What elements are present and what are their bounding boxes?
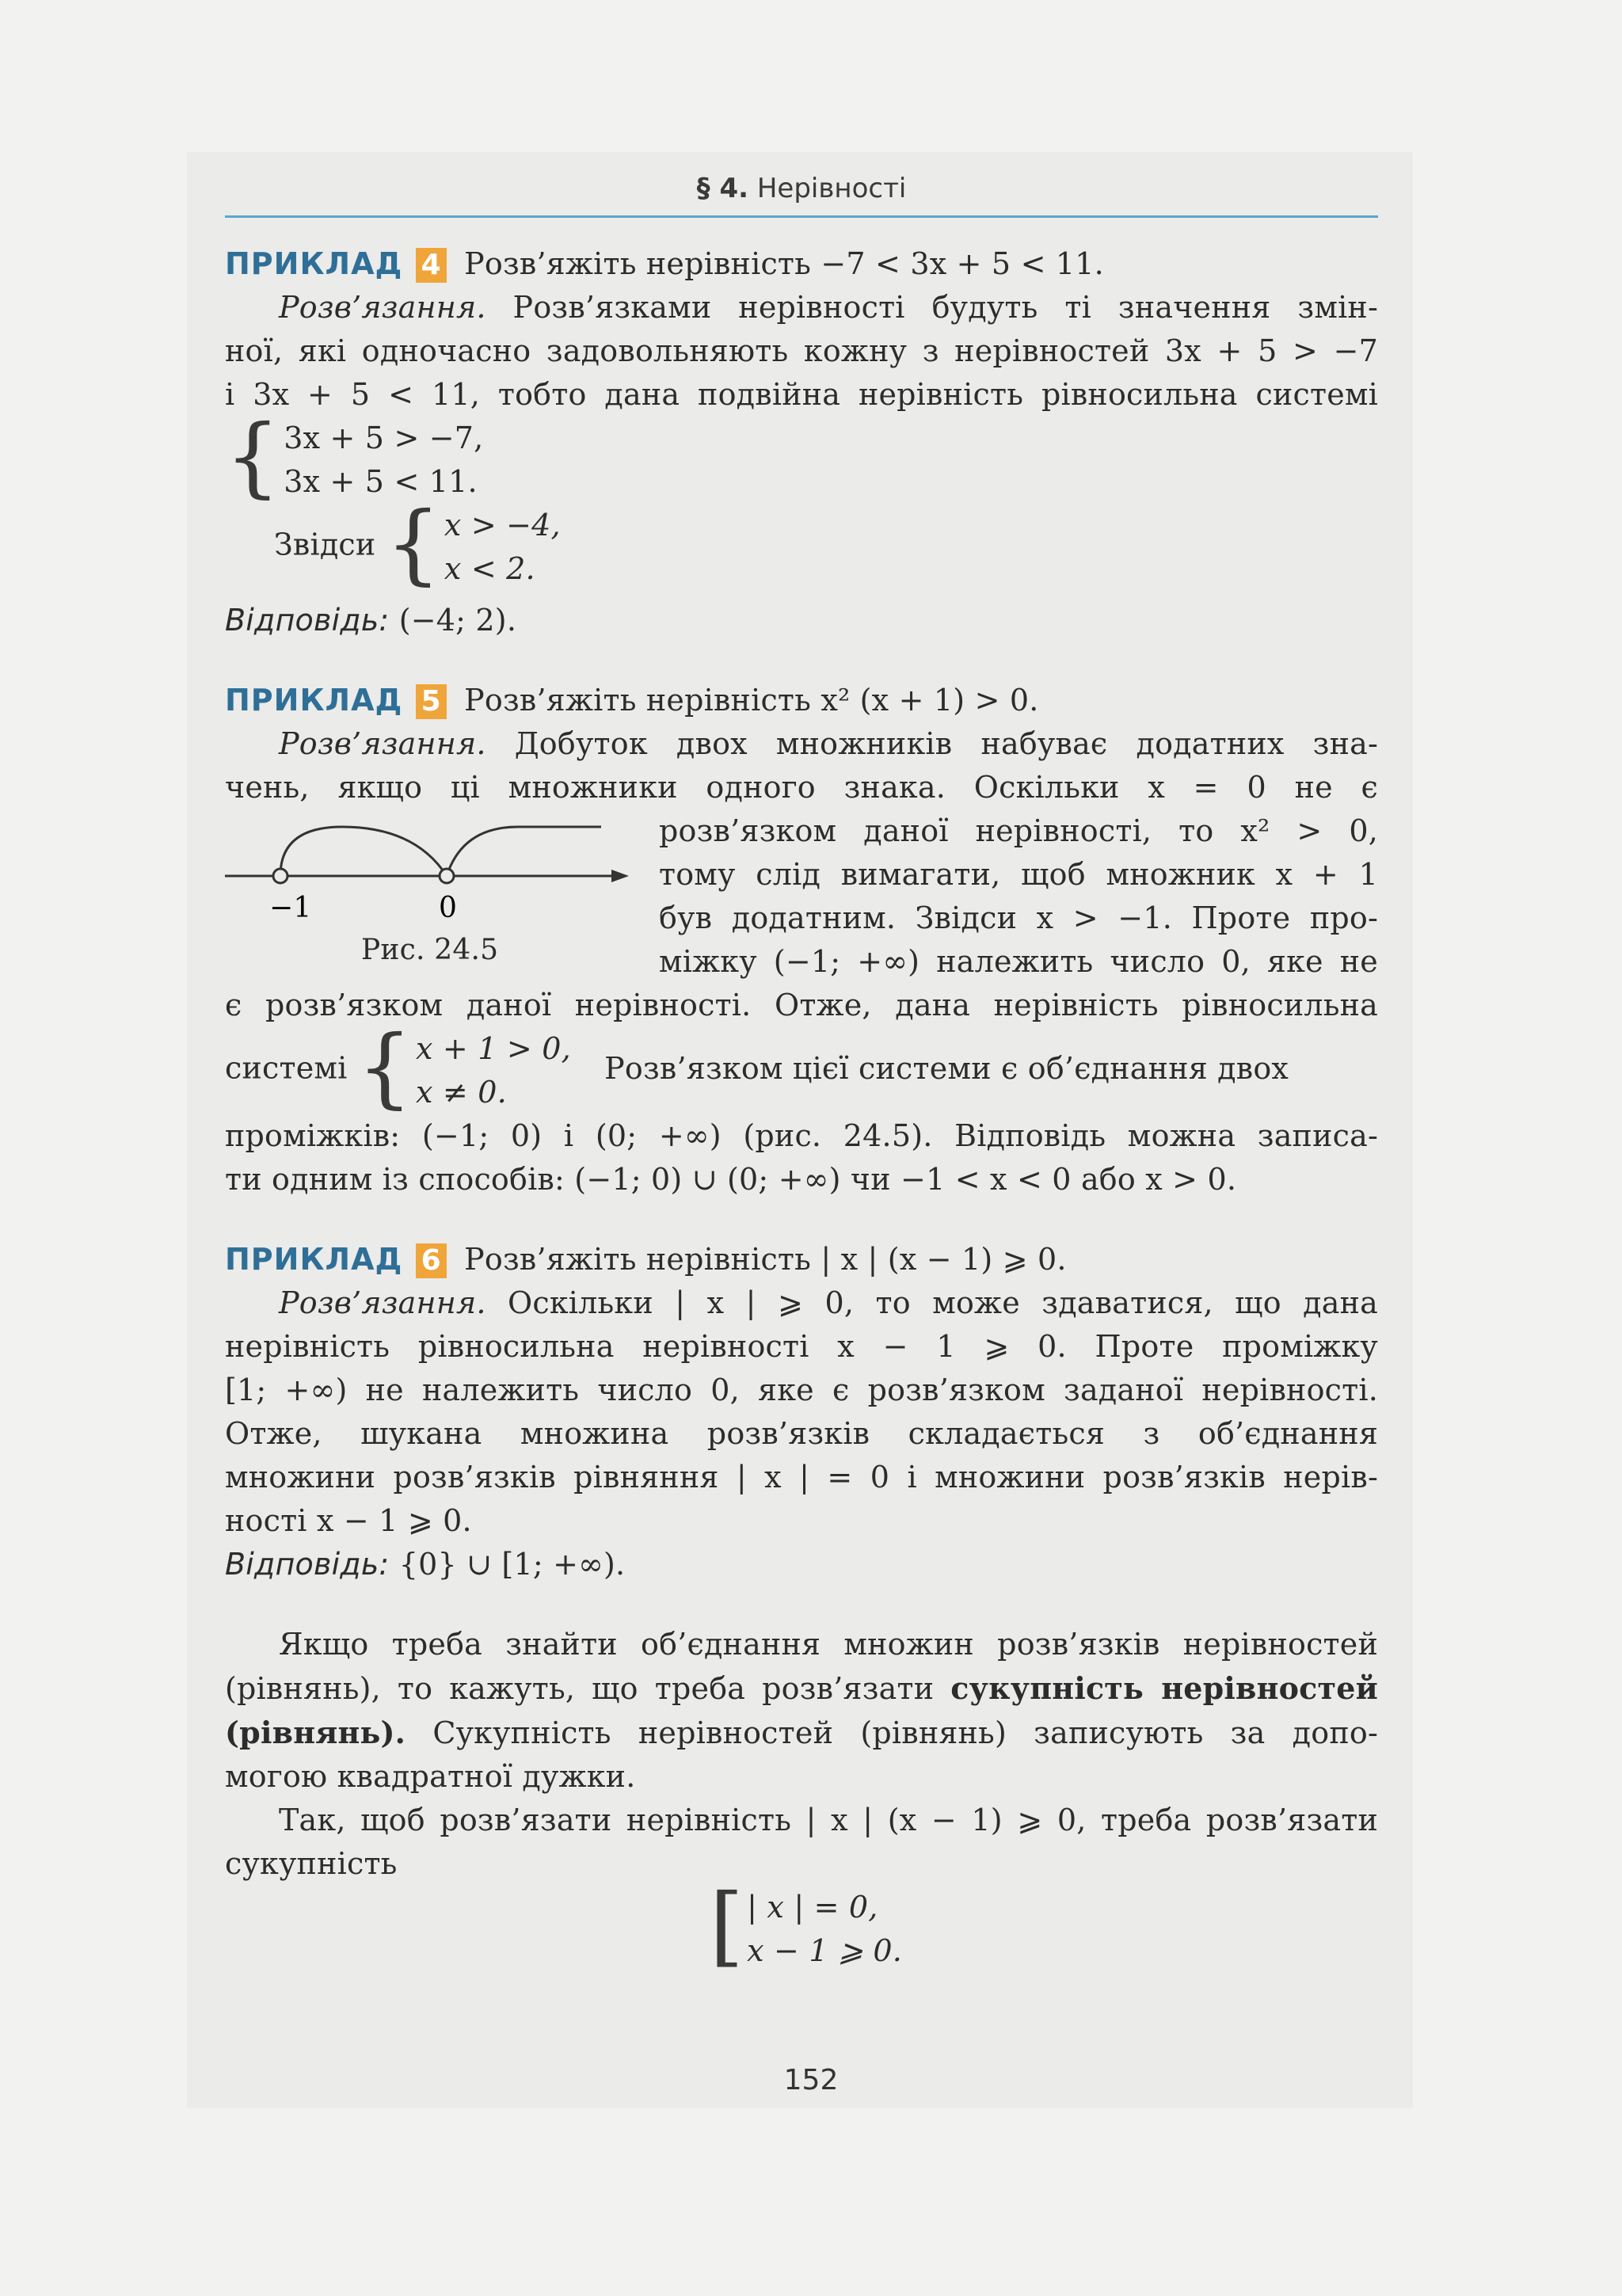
square-bracket: [ (710, 1875, 744, 1976)
solution-word: Розв’язання. (279, 1285, 486, 1320)
text-line: Так, щоб розв’язати нерівність | x | (x − 1) ⩾ 0, треба розв’язати (279, 1803, 1378, 1837)
text-line: могою квадратної дужки. (225, 1759, 636, 1794)
text-line: ності x − 1 ⩾ 0. (225, 1503, 472, 1538)
system-2 (225, 493, 1378, 599)
open-point (440, 869, 454, 883)
interval-arc (280, 827, 447, 876)
text-span: Сукупність нерівностей (рівнянь) записують за допо- (432, 1715, 1379, 1750)
figure-24-5 (225, 809, 637, 966)
system-row: x + 1 > 0, (415, 1031, 571, 1066)
answer-word: Відповідь: (225, 1547, 390, 1582)
spacer (225, 1586, 1378, 1623)
example-5 (225, 679, 1378, 1201)
text-line (225, 1281, 1378, 1325)
curly-brace: { (225, 406, 281, 507)
text-span: Оскільки | x | ⩾ 0, то може здаватися, що дана (508, 1285, 1378, 1320)
text-line (225, 1666, 1378, 1711)
example-4-heading (225, 242, 1378, 286)
text-line: тому слід вимагати, щоб множник x + 1 (659, 857, 1378, 892)
term-bold: сукупність нерівностей (950, 1670, 1378, 1706)
example-label: ПРИКЛАД (225, 1242, 403, 1277)
term-bold: (рівнянь). (225, 1715, 406, 1750)
text-line: розв’язком даної нерівності, то x² > 0, (659, 813, 1378, 848)
text-line: нерівність рівносильна нерівності x − 1 ⩾ 0. Проте проміжку (225, 1329, 1378, 1364)
text-line: [1; +∞) не належить число 0, яке є розв’язком заданої нерівності. (225, 1373, 1378, 1407)
system-row: x > −4, (444, 508, 561, 543)
text-line: і 3x + 5 < 11, тобто дана подвійна нерівність рівносильна системі (225, 377, 1378, 412)
text-line: міжку (−1; +∞) належить число 0, яке не (659, 944, 1378, 979)
system-1 (225, 406, 1378, 507)
running-header (225, 166, 1378, 218)
text-line: сукупність (225, 1846, 398, 1881)
text-line (225, 722, 1378, 766)
example-number-badge: 5 (416, 684, 447, 719)
system-block (385, 493, 561, 594)
system-rows (416, 1027, 571, 1114)
example-6-heading (225, 1238, 1378, 1281)
text-line: є розв’язком даної нерівності. Отже, дана нерівність рівносильна (225, 988, 1378, 1022)
page-content (225, 242, 1378, 1981)
example-label: ПРИКЛАД (225, 246, 403, 281)
system-rows (444, 504, 561, 591)
example-task: Розв’яжіть нерівність x² (x + 1) > 0. (464, 683, 1039, 718)
answer-value: {0} ∪ [1; +∞). (398, 1547, 626, 1582)
text-line: чень, якщо ці множники одного знака. Оскільки x = 0 не є (225, 770, 1378, 805)
spacer (225, 642, 1378, 679)
text-line: Якщо треба знайти об’єднання множин розв’язків нерівностей (279, 1627, 1378, 1662)
system-3 (225, 1016, 1378, 1118)
interval-arc (447, 827, 601, 876)
example-number-badge: 4 (416, 248, 447, 283)
figure-wrap-block (225, 809, 1378, 984)
system-block (225, 406, 484, 507)
system-row: x < 2. (444, 551, 535, 586)
answer-value: (−4; 2). (398, 603, 517, 638)
system-block (710, 1875, 902, 1976)
text-line (225, 1711, 1378, 1755)
union-row: x − 1 ⩾ 0. (747, 1933, 902, 1968)
text-line (225, 286, 1378, 329)
union-row: | x | = 0, (747, 1890, 878, 1925)
solution-word: Розв’язання. (279, 726, 486, 761)
curly-brace: { (356, 1016, 413, 1118)
text-span: Розв’язком цієї системи є об’єднання двох (604, 1050, 1289, 1086)
example-task: Розв’яжіть нерівність −7 < 3x + 5 < 11. (464, 246, 1104, 281)
text-span: Добуток двох множників набуває додатних зна- (514, 726, 1378, 761)
text-line: ти одним із способів: (−1; 0) ∪ (0; +∞) чи −1 < x < 0 або x > 0. (225, 1162, 1237, 1197)
text-line: Отже, шукана множина розв’язків складається з об’єднання (225, 1416, 1378, 1451)
example-task: Розв’яжіть нерівність | x | (x − 1) ⩾ 0. (464, 1242, 1067, 1277)
text-span: (рівнянь), то кажуть, що треба розв’язати (225, 1671, 935, 1706)
example-label: ПРИКЛАД (225, 683, 403, 718)
figure-caption: Рис. 24.5 (361, 934, 499, 966)
text-line: проміжків: (−1; 0) і (0; +∞) (рис. 24.5). Відповідь можна записа- (225, 1118, 1378, 1153)
system-word: системі (225, 1050, 348, 1086)
open-point (273, 869, 287, 883)
example-5-heading (225, 679, 1378, 722)
spacer (225, 1201, 1378, 1238)
union-block (225, 1875, 1378, 1981)
example-number-badge: 6 (416, 1243, 447, 1278)
hence-word: Звідси (274, 527, 376, 562)
text-line: ної, які одночасно задовольняють кожну з нерівностей 3x + 5 > −7 (225, 333, 1378, 368)
system-row: 3x + 5 < 11. (284, 464, 478, 499)
text-span: Розв’язками нерівності будуть ті значення змін- (512, 290, 1378, 325)
example-6 (225, 1238, 1378, 1586)
system-rows (284, 417, 483, 504)
section-number: § 4. (696, 173, 749, 204)
solution-word: Розв’язання. (279, 290, 486, 325)
theory-text (225, 1623, 1378, 1981)
text-line: множини розв’язків рівняння | x | = 0 і множини розв’язків нерів- (225, 1460, 1378, 1494)
section-title: Нерівності (756, 173, 907, 204)
text-line: був додатним. Звідси x > −1. Проте про- (659, 901, 1378, 935)
tick-label: 0 (439, 892, 458, 924)
axis-arrow (611, 870, 629, 882)
curly-brace: { (385, 493, 441, 594)
wrapped-text (659, 809, 1378, 984)
answer-line (225, 1543, 1378, 1586)
answer-line (225, 599, 1378, 642)
answer-word: Відповідь: (225, 603, 390, 638)
system-row: x ≠ 0. (415, 1075, 507, 1110)
system-block (356, 1016, 571, 1118)
tick-label: −1 (269, 892, 312, 924)
system-rows (747, 1886, 902, 1973)
example-4 (225, 242, 1378, 642)
number-line-diagram (225, 809, 637, 944)
system-row: 3x + 5 > −7, (284, 421, 484, 455)
page-number: 152 (783, 2064, 839, 2096)
